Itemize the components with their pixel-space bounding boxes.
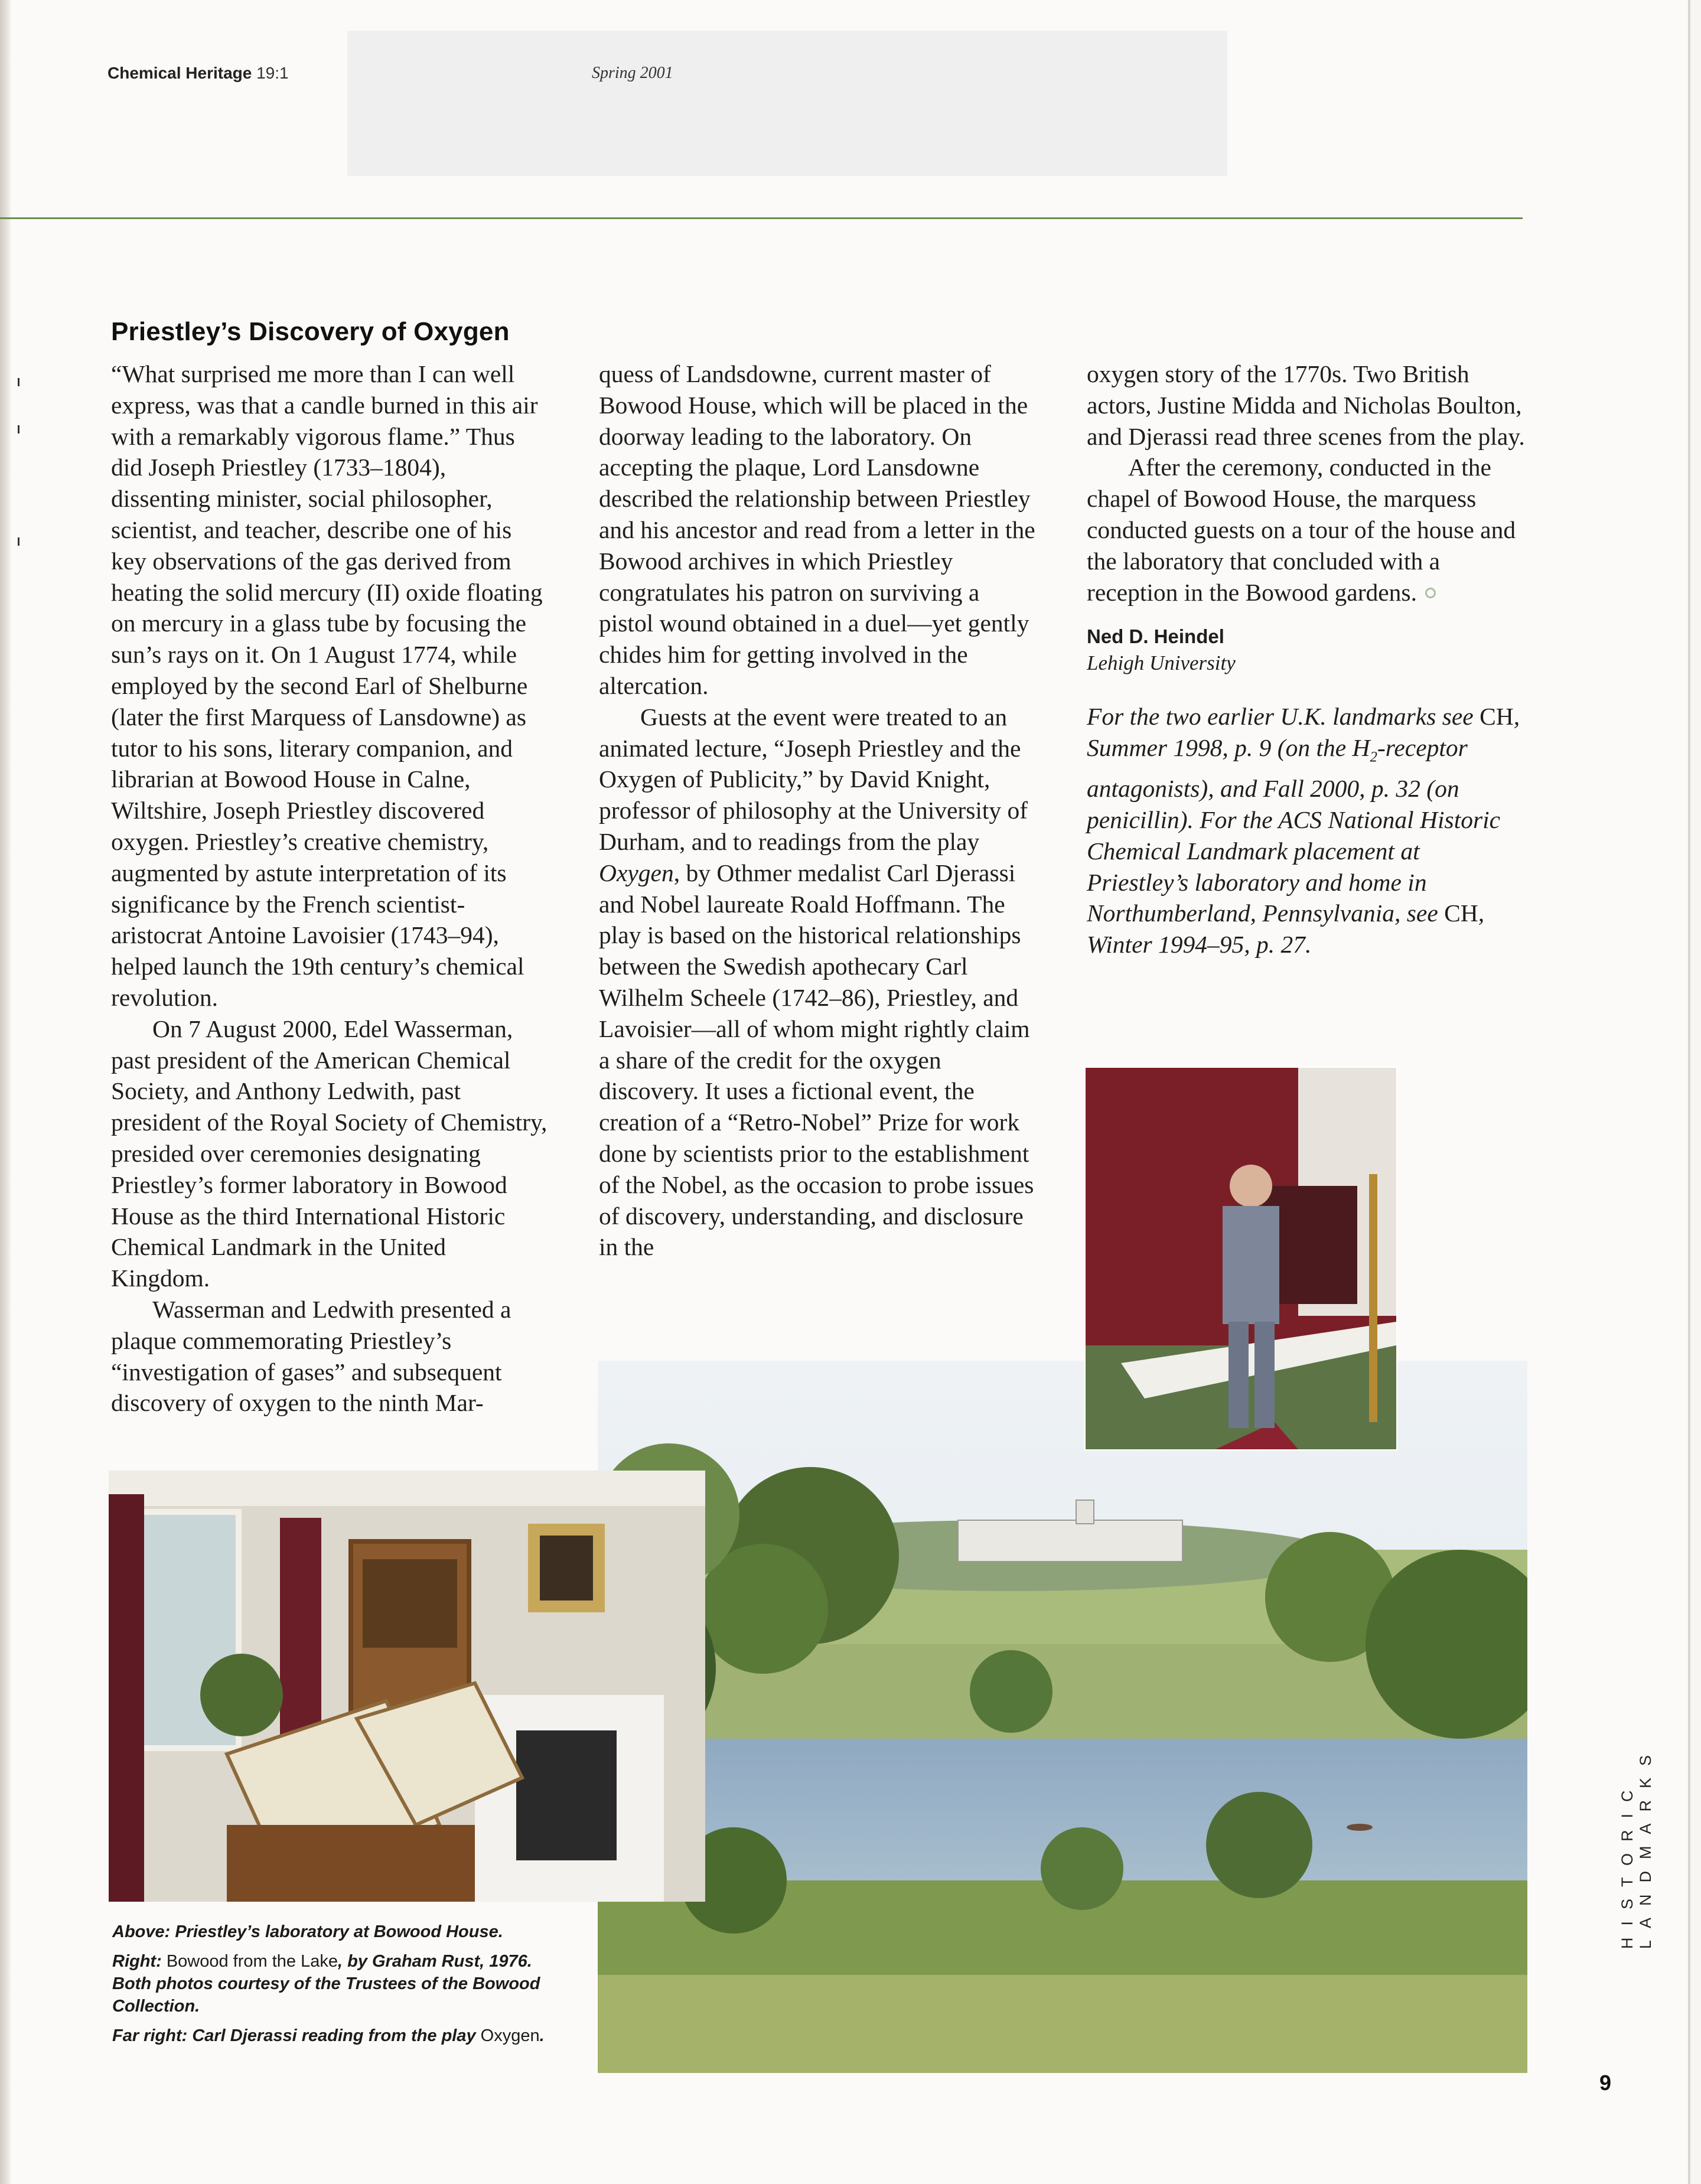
play-title: Oxygen	[480, 2026, 540, 2045]
issue-number: 19:1	[256, 64, 289, 82]
subscript: 2	[1370, 749, 1377, 765]
lake-landscape-illustration	[598, 1361, 1527, 2073]
caption-text: .	[539, 2026, 545, 2045]
journal-name: Chemical Heritage	[107, 64, 252, 82]
paragraph: “What surprised me more than I can well express, was that a candle burned in this air with a remarkably vigorous flame.” Thus did Joseph Priestley (1733–1804), dissenting minister, social philosopher, scientist, and teacher, describe one of his key observations of the gas derived from heating the solid mercury (II) oxide floating on mercury in a glass tube by focusing the sun’s rays on it. On 1 August 1774, while employed by the second Earl of Shelburne (later the first Marquess of Lansdowne) as tutor to his sons, literary companion, and librarian at Bowood House in Calne, Wiltshire, Joseph Priestley discovered oxygen. Priestley’s creative chemistry, augmented by astute interpretation of its significance by the French scientist-aristocrat Antoine Lavoisier (1743–94), helped launch the 19th century’s chemical revolution.	[111, 360, 543, 1011]
paragraph-text: Guests at the event were treated to an animated lecture, “Joseph Priestley and the Oxygen of Publicity,” by David Knight, professor of philosophy at the University of Durham, and to readings from the play	[599, 703, 1028, 855]
caption-laboratory: Above: Priestley’s laboratory at Bowood House.	[112, 1922, 503, 1941]
caption-painting	[112, 1950, 567, 2017]
journal-abbrev: CH	[1480, 703, 1514, 731]
caption-text: , by Graham Rust, 1976. Both photos courtesy of the Trustees of the Bowood Collection.	[112, 1952, 540, 2016]
laboratory-interior-illustration	[109, 1471, 705, 1902]
text-column-2	[599, 358, 1038, 1263]
section-label: HISTORIC LANDMARKS	[1618, 1743, 1654, 1949]
play-title: Oxygen	[599, 859, 674, 886]
paragraph: quess of Landsdowne, current master of Bowood House, which will be placed in the doorway leading to the laboratory. On accepting the plaque, Lord Lansdowne described the relationship between Priestley and his ancestor and read from a letter in the Bowood archives in which Priestley congratulates his patron on surviving a pistol wound obtained in a duel—yet gently chides him for getting involved in the altercation.	[599, 360, 1035, 699]
note-text: , Winter 1994–95, p. 27.	[1087, 899, 1485, 959]
note-text: For the two earlier U.K. landmarks see	[1087, 703, 1480, 731]
djerassi-illustration	[1086, 1068, 1396, 1449]
caption-djerassi	[112, 2025, 567, 2047]
running-head	[107, 64, 289, 83]
painting-title: Bowood from the Lake	[166, 1952, 338, 1971]
paragraph-text: After the ceremony, conducted in the chapel of Bowood House, the marquess conducted guests on a tour of the house and the laboratory that concluded with a reception in the Bowood gardens.	[1087, 454, 1516, 606]
bowood-lake-painting	[598, 1361, 1527, 2073]
paragraph	[599, 702, 1038, 1263]
binding-shadow	[0, 0, 11, 2184]
faded-banner	[347, 31, 1227, 176]
journal-abbrev: CH	[1444, 899, 1478, 927]
priestley-laboratory-photo	[109, 1471, 705, 1902]
margin-tick	[18, 537, 19, 546]
caption-text: Right:	[112, 1952, 167, 1971]
text-column-3	[1087, 358, 1526, 960]
header-rule	[0, 217, 1523, 219]
text-column-1	[111, 358, 550, 1419]
photo-captions	[112, 1921, 567, 2047]
paragraph-text: , by Othmer medalist Carl Djerassi and Nobel laureate Roald Hoffmann. The play is based on the historical relationships between the Swedish apothecary Carl Wilhelm Scheele (1742–86), Priestley, and Lavoisier—all of whom might rightly claim a share of the credit for the oxygen discovery. It uses a fictional event, the creation of a “Retro-Nobel” Prize for work done by scientists prior to the establishment of the Nobel, as the occasion to probe issues of discovery, understanding, and disclosure in the	[599, 859, 1034, 1261]
article-title: Priestley’s Discovery of Oxygen	[111, 317, 510, 346]
djerassi-reading-photo	[1084, 1067, 1397, 1450]
margin-tick	[18, 425, 19, 433]
paragraph: oxygen story of the 1770s. Two British actors, Justine Midda and Nicholas Boulton, and Djerassi read three scenes from the play.	[1087, 360, 1525, 450]
author-affiliation: Lehigh University	[1087, 651, 1236, 675]
note-text: -receptor antagonists), and Fall 2000, p. 32 (on penicillin). For the ACS National Historic Chemical Landmark placement at Priestley’s laboratory and home in Northumberland, Pennsylvania, see	[1087, 734, 1501, 927]
margin-tick	[18, 378, 19, 386]
paragraph: Wasserman and Ledwith presented a plaque commemorating Priestley’s “investigation of gases” and subsequent discovery of oxygen to the ninth Mar-	[111, 1295, 511, 1417]
note-text: , Summer 1998, p. 9 (on the H	[1087, 703, 1520, 762]
issue-season: Spring 2001	[592, 64, 673, 82]
author-name: Ned D. Heindel	[1087, 625, 1224, 648]
related-articles-note	[1087, 701, 1526, 960]
paragraph	[1087, 452, 1526, 608]
caption-text: Far right: Carl Djerassi reading from the play	[112, 2026, 481, 2045]
end-of-article-icon	[1425, 588, 1436, 598]
paragraph: On 7 August 2000, Edel Wasserman, past president of the American Chemical Society, and Anthony Ledwith, past president of the Royal Society of Chemistry, presided over ceremonies designating Priestley’s former laboratory in Bowood House as the third International Historic Chemical Landmark in the United Kingdom.	[111, 1015, 548, 1292]
page-number: 9	[1599, 2071, 1612, 2095]
